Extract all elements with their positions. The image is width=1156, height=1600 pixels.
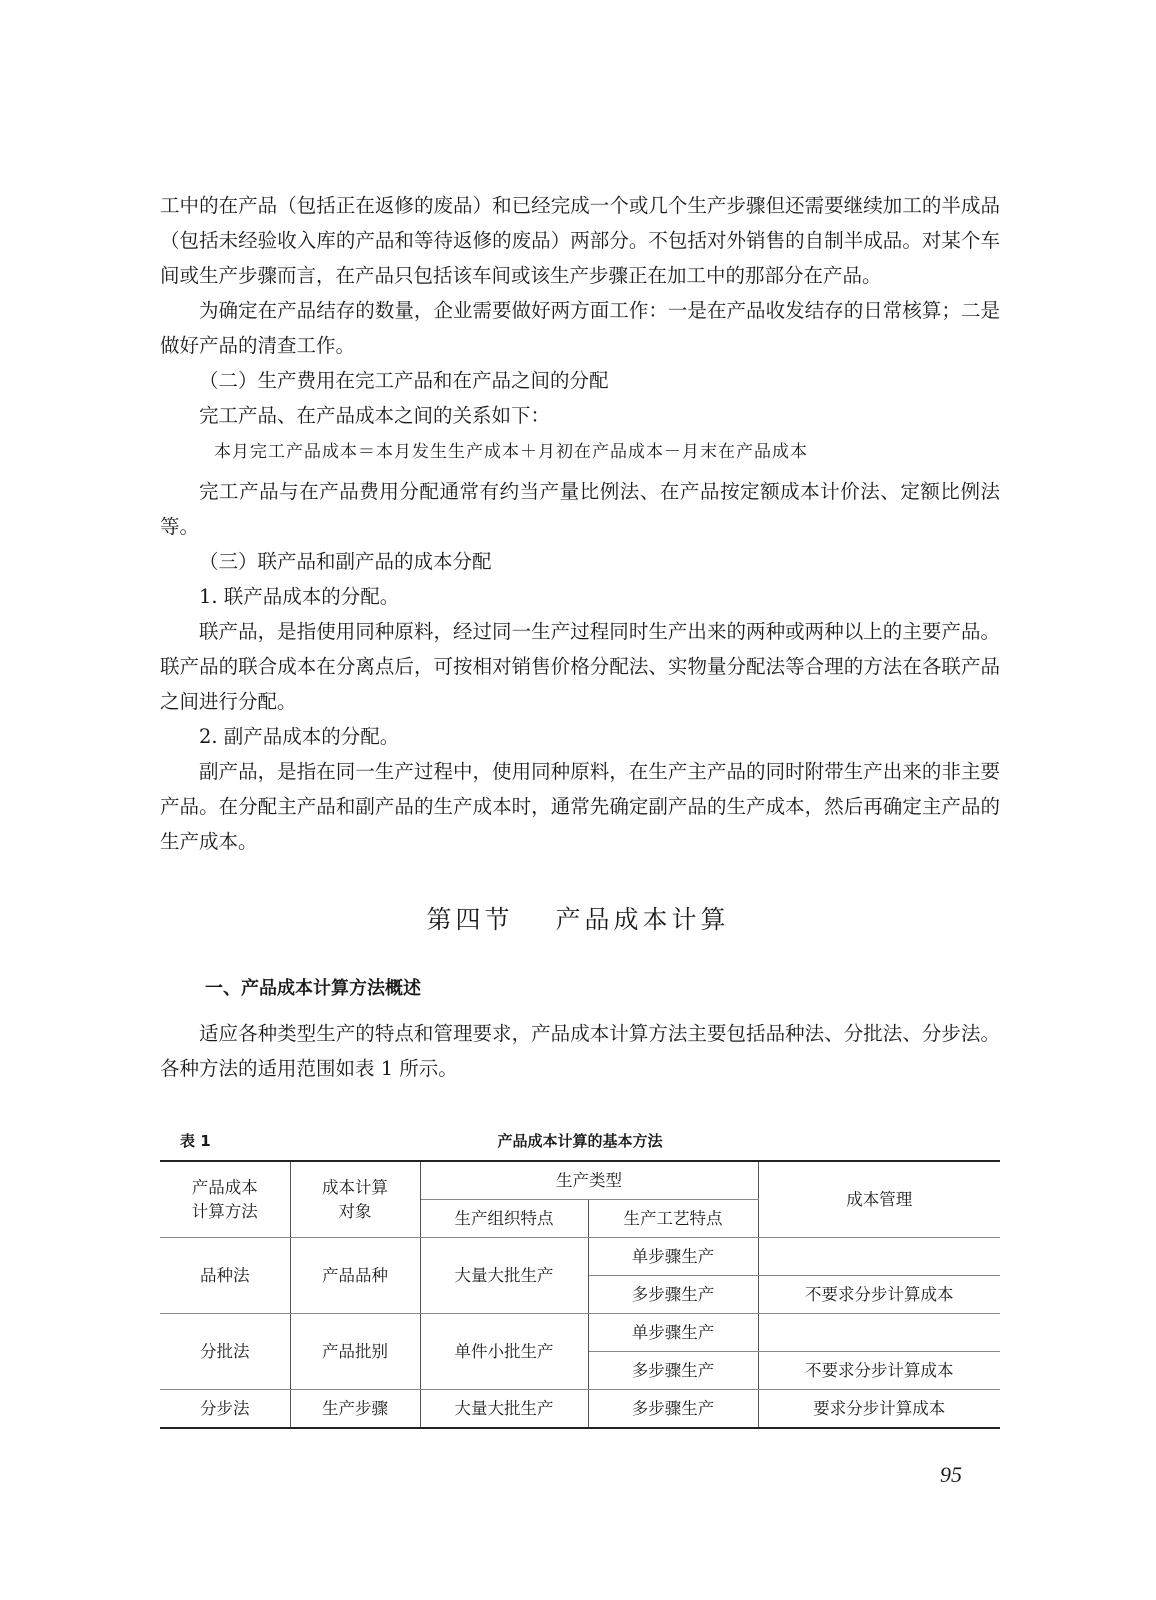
header-organization: 生产组织特点 (420, 1200, 588, 1238)
table-title: 产品成本计算的基本方法 (497, 1132, 663, 1150)
intro-text (160, 1016, 1000, 1086)
paragraph: 适应各种类型生产的特点和管理要求，产品成本计算方法主要包括品种法、分批法、分步法。各种方法的适用范围如表 1 所示。 (160, 1022, 1000, 1080)
paragraph: 为确定在产品结存的数量，企业需要做好两方面工作：一是在产品收发结存的日常核算；二是做好产品的清查工作。 (160, 299, 1000, 357)
cost-formula: 本月完工产品成本＝本月发生生产成本＋月初在产品成本－月末在产品成本 (214, 442, 808, 462)
cell-object: 产品批别 (290, 1314, 420, 1390)
cell-organization: 大量大批生产 (420, 1390, 588, 1429)
header-process: 生产工艺特点 (588, 1200, 758, 1238)
section-number: 第四节 (426, 905, 514, 934)
header-production-type: 生产类型 (420, 1161, 758, 1200)
list-item-heading: 1. 联产品成本的分配。 (199, 585, 400, 608)
cell-process: 单步骤生产 (588, 1238, 758, 1276)
section-name: 产品成本计算 (555, 905, 730, 934)
cell-process: 多步骤生产 (588, 1352, 758, 1390)
page-number: 95 (940, 1462, 962, 1487)
subheading: 一、产品成本计算方法概述 (205, 978, 421, 999)
cell-management (758, 1314, 1000, 1352)
subsection-heading: （三）联产品和副产品的成本分配 (199, 550, 492, 573)
cell-object: 产品品种 (290, 1238, 420, 1314)
paragraph: 完工产品与在产品费用分配通常有约当产量比例法、在产品按定额成本计价法、定额比例法等。 (160, 480, 1000, 538)
table-header-row (160, 1161, 1000, 1200)
cost-methods-table (160, 1160, 1000, 1429)
cell-method: 分批法 (160, 1314, 290, 1390)
cell-organization: 大量大批生产 (420, 1238, 588, 1314)
cell-management: 不要求分步计算成本 (758, 1276, 1000, 1314)
section-title (0, 900, 1156, 936)
list-item-heading: 2. 副产品成本的分配。 (199, 725, 400, 748)
header-method: 产品成本 计算方法 (160, 1161, 290, 1238)
header-object: 成本计算 对象 (290, 1161, 420, 1238)
table-label: 表 1 (180, 1132, 211, 1150)
table-caption (160, 1130, 1000, 1154)
cell-management (758, 1238, 1000, 1276)
paragraph: 完工产品、在产品成本之间的关系如下： (199, 404, 551, 427)
cell-process: 多步骤生产 (588, 1276, 758, 1314)
body-text (160, 188, 1000, 859)
subsection-heading: （二）生产费用在完工产品和在产品之间的分配 (199, 369, 609, 392)
paragraph: 副产品，是指在同一生产过程中，使用同种原料，在生产主产品的同时附带生产出来的非主要产品。在分配主产品和副产品的生产成本时，通常先确定副产品的生产成本，然后再确定主产品的生产成本。 (160, 760, 1000, 853)
cell-method: 分步法 (160, 1390, 290, 1429)
cell-method: 品种法 (160, 1238, 290, 1314)
cell-management: 要求分步计算成本 (758, 1390, 1000, 1429)
paragraph: 联产品，是指使用同种原料，经过同一生产过程同时生产出来的两种或两种以上的主要产品。联产品的联合成本在分离点后，可按相对销售价格分配法、实物量分配法等合理的方法在各联产品之间进行分配。 (160, 620, 1000, 713)
header-management: 成本管理 (758, 1161, 1000, 1238)
table-row (160, 1390, 1000, 1429)
table-row (160, 1314, 1000, 1352)
paragraph: 工中的在产品（包括正在返修的废品）和已经完成一个或几个生产步骤但还需要继续加工的半成品（包括未经验收入库的产品和等待返修的废品）两部分。不包括对外销售的自制半成品。对某个车间或生产步骤而言，在产品只包括该车间或该生产步骤正在加工中的那部分在产品。 (160, 194, 1000, 287)
table-row (160, 1238, 1000, 1276)
cell-organization: 单件小批生产 (420, 1314, 588, 1390)
cell-management: 不要求分步计算成本 (758, 1352, 1000, 1390)
cell-object: 生产步骤 (290, 1390, 420, 1429)
cell-process: 多步骤生产 (588, 1390, 758, 1429)
cell-process: 单步骤生产 (588, 1314, 758, 1352)
